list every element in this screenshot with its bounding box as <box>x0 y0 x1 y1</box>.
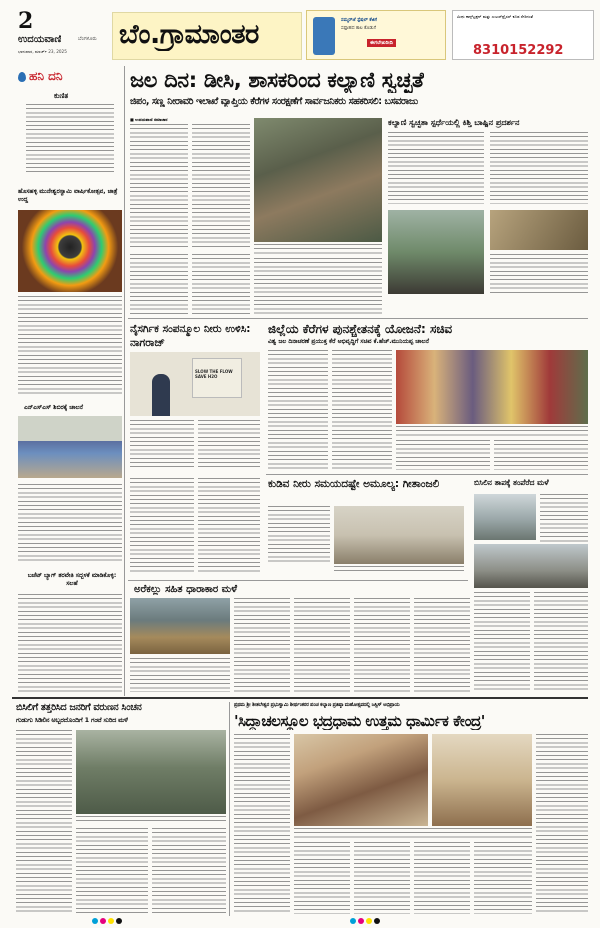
story-d-head: ಬಿಸಿಲಿನ ತಾಪಕ್ಕೆ ತಂಪೆರೆದ ಮಳೆ <box>474 478 549 487</box>
lead-photo-caption <box>254 244 382 254</box>
lead-headline: ಜಲ ದಿನ: ಡೀಸಿ, ಶಾಸಕರಿಂದ ಕಲ್ಯಾಣಿ ಸ್ವಚ್ಛತೆ <box>130 68 424 92</box>
story-c-text1 <box>268 506 330 564</box>
bottom-right-text3 <box>354 842 410 914</box>
story-e-text4 <box>354 598 410 692</box>
mid-left-text4 <box>198 478 260 574</box>
mid-right-text3 <box>396 440 490 470</box>
lead-side-text2 <box>490 132 588 204</box>
edition: ಬೆಂಗಳೂರು <box>78 36 97 42</box>
mid-divider-2 <box>128 580 468 581</box>
rain-photo-2-caption <box>540 532 588 542</box>
temple-event-photo <box>294 734 428 826</box>
bottom-divider-v <box>229 702 230 916</box>
story-c-photo <box>334 506 464 564</box>
lead-side-head: ಕಲ್ಯಾಣಿ ಸ್ವಚ್ಛತಾ ಸ್ಪರ್ಧೆಯಲ್ಲಿ ಕಿಶ್ತಿ ಬಾಷ್ಪಿನ ಪ್ರದರ್ಶನ <box>388 118 520 127</box>
section-title: ಬೆಂ.ಗ್ರಾಮಾಂತರ <box>119 19 259 50</box>
slow-flow-photo <box>130 352 260 416</box>
lead-text-col4 <box>192 254 250 314</box>
lead-side-photo2 <box>490 210 588 250</box>
ad-right-top: ಮಿಥು ಕಾನ್ಸ್‌ಟ್ರಕ್ಷನ್‌ ಮತ್ತು ಎಂಟರ್‌ಪ್ರೈಸಸ್‌ ಕೂಡ ಸೇರಿದಂತೆ <box>457 14 533 19</box>
ad-center-line2: ಸಪ್ತಾಹದ ಕಾಲ ಕೊಡುಗೆ <box>341 26 377 31</box>
sidebar-story2-text <box>18 296 122 394</box>
reg-dot <box>350 918 356 924</box>
mid-left-text3 <box>130 478 194 574</box>
reg-dot <box>92 918 98 924</box>
reg-dot <box>100 918 106 924</box>
reg-dot <box>366 918 372 924</box>
story-c-caption <box>334 566 464 574</box>
bottom-divider <box>12 697 588 699</box>
page-number: 2 <box>18 8 34 34</box>
sidebar-story4-head: ಬಜೆಟ್ ಬ್ಯಾಗ್ ತರವೇತಿ ಸದ್ಬಳಕೆ ಮಾಡಿಕೊಳ್ಳಿ: ಸಲಹೆ <box>27 572 117 587</box>
phone-image <box>313 17 335 55</box>
column-divider <box>124 66 125 696</box>
sidebar-story3-head: ಎನ್‌ಎಸ್‌ಎಸ್ ಶಿಬಿರಕ್ಕೆ ಚಾಲನೆ <box>24 404 83 411</box>
ad-banner-right <box>452 10 594 60</box>
bottom-left-text2 <box>76 828 148 914</box>
mid-right-text1 <box>268 350 328 470</box>
minister-caption <box>396 426 588 436</box>
bottom-left-head: ಬಿಸಿಲಿಗೆ ತತ್ತರಿಸಿದ ಜನರಿಗೆ ವರುಣನ ಸಿಂಚನ <box>16 702 142 713</box>
bottom-left-caption <box>76 816 226 824</box>
section-banner <box>112 12 302 60</box>
bottom-right-text5 <box>474 842 532 914</box>
bottom-left-text3 <box>152 828 226 914</box>
lead-byline: ■ ಉದಯವಾಣಿ ಸಮಾಚಾರ <box>130 117 168 122</box>
story-c-head: ಕುಡಿವ ನೀರು ಸಮಯದಷ್ಟೇ ಅಮೂಲ್ಯ: ಗೀತಾಂಜಲಿ <box>268 478 440 490</box>
bottom-left-text1 <box>16 730 72 914</box>
mid-left-head: ನೈಸರ್ಗಿಕ ಸಂಪನ್ಮೂಲ ನೀರು ಉಳಿಸಿ: ನಾಗರಾಜ್ <box>130 323 251 349</box>
sidebar-column <box>14 64 124 696</box>
lead-text-col1 <box>130 124 188 248</box>
lead-divider <box>128 318 588 319</box>
bottom-left-sub: ಗುಡುಗು ಸಿಡಿಲಿನ ಅಬ್ಬರದೊಂದಿಗೆ 1 ಗಂಟೆ ಸುರಿದ ಮಳೆ <box>16 716 128 724</box>
bottom-right-text2 <box>294 842 350 914</box>
lead-side-caption <box>490 254 588 294</box>
lead-photo-main <box>254 118 382 242</box>
lead-text-col2 <box>192 124 250 248</box>
logo-text: ಹನಿ ದನಿ <box>29 69 63 83</box>
temple-caption <box>294 828 532 838</box>
brand-name: ಉದಯವಾಣಿ <box>18 34 62 45</box>
bottom-right-text-r <box>536 734 588 914</box>
sidebar-story4-text <box>18 594 122 692</box>
registration-marks <box>0 916 600 928</box>
lead-side-text1 <box>388 132 484 204</box>
story-e-text3 <box>130 658 230 692</box>
mid-divider <box>266 474 588 475</box>
quote-title: ಕುಣಿತ <box>54 92 69 100</box>
ad-banner-center <box>306 10 446 60</box>
ad-center-line1: ಸಮ್ಮರ್‌ಜೆ ಸ್ಪೆಷಲ್ ಕೆಜಿಗೆ <box>341 18 378 23</box>
quote-text <box>26 104 114 174</box>
mid-left-text2 <box>198 420 260 470</box>
bottom-right-head: 'ಸಿದ್ದಾಚಲಸ್ಥೂಲ ಭದ್ರಧಾಮ ಉತ್ತಮ ಧಾರ್ಮಿಕ ಕೇಂದ್ರ' <box>234 712 485 730</box>
bottom-right-sub: ಪ್ರಥಮ ಶ್ರೀ ಶೀತಲೇಶ್ವರ ಪ್ರಭುಸ್ವಾಮಿ ಶೀರ್ಥಂಕರರ ಪಂಚ ಕಲ್ಯಾಣ ಪ್ರತಿಷ್ಠಾ ಮಹೋತ್ಸವದಲ್ಲಿ ಜಸ್ಟಿಸ್ ಅಭಿಪ್ರಾಯ <box>234 702 400 708</box>
story-e-text2 <box>294 598 350 692</box>
story-d-caption <box>540 494 588 530</box>
mid-right-sub: ವಿಶ್ವ ಜಲ ದಿನಾಚರಣೆ ಪ್ರಯುಕ್ತ ಕೆರೆ ಅಭಿವೃದ್ಧಿಗೆ ಸಚಿವ ಕೆ.ಹೆಚ್.ಮುನಿಯಪ್ಪ ಚಾಲನೆ <box>268 338 429 345</box>
right-col-text1 <box>474 592 530 692</box>
story-e-head: ಅರೆಕಲ್ಲು ಸಹಿತ ಧಾರಾಕಾರ ಮಳೆ <box>134 584 238 595</box>
ad-right-phone: 8310152292 <box>473 43 564 58</box>
ad-center-badge: ಈಗಲೇಖರೀದಿ <box>367 39 396 47</box>
minister-photo <box>396 350 588 424</box>
bottom-left-photo <box>76 730 226 814</box>
lead-text-col5 <box>254 258 382 314</box>
person-figure <box>152 374 170 416</box>
flood-photo <box>130 598 230 654</box>
temple-photo <box>18 210 122 292</box>
reg-dot <box>358 918 364 924</box>
mid-right-text4 <box>494 440 588 470</box>
issue-date: ಭಾನುವಾರ, ಮಾರ್ಚ್ 23, 2025 <box>18 49 67 54</box>
quote-box <box>18 92 122 180</box>
story-e-text1 <box>234 598 290 692</box>
lead-subhead: ಜಿಪಂ, ಸಣ್ಣ ನೀರಾವರಿ ಇಲಾಖೆ ವ್ಯಾಪ್ತಿಯ ಕೆರೆಗಳ ಸಂರಕ್ಷಣೆಗೆ ಸಾರ್ವಜನಿಕರು ಸಹಕರಿಸಲಿ: ಬಸವರಾಜು <box>130 96 418 107</box>
reg-dot <box>116 918 122 924</box>
mid-left-text1 <box>130 420 194 470</box>
mid-right-text2 <box>332 350 392 470</box>
drop-icon <box>18 72 26 82</box>
reg-dot <box>108 918 114 924</box>
sign-text: SLOW THE FLOW SAVE H2O <box>195 369 233 379</box>
nss-photo <box>18 416 122 478</box>
rain-photo-2 <box>474 544 588 588</box>
right-col-text2 <box>534 592 588 692</box>
hani-dani-logo <box>18 68 122 86</box>
sidebar-story2-head: ಹೊಸಹಳ್ಳಿ ಮುನೇಶ್ವರಸ್ವಾಮಿ ವಾರ್ಷಿಕೋತ್ಸವ, ಜಾತ್ರೆ ಉದ್ದ <box>18 188 118 203</box>
temple-photo-2 <box>432 734 532 826</box>
bottom-right-text4 <box>414 842 470 914</box>
bottom-right-text1 <box>234 734 290 914</box>
rain-photo-1 <box>474 494 536 540</box>
mid-right-head: ಜಿಲ್ಲೆಯ ಕೆರೆಗಳ ಪುನಶ್ಚೇತನಕ್ಕೆ ಯೋಜನೆ: ಸಚಿವ <box>268 322 453 336</box>
lead-text-col3 <box>130 254 188 314</box>
masthead <box>0 0 600 64</box>
lead-side-photo <box>388 210 484 294</box>
story-e-text5 <box>414 598 470 692</box>
sign-board <box>192 358 242 398</box>
reg-dot <box>374 918 380 924</box>
sidebar-story3-text <box>18 484 122 564</box>
